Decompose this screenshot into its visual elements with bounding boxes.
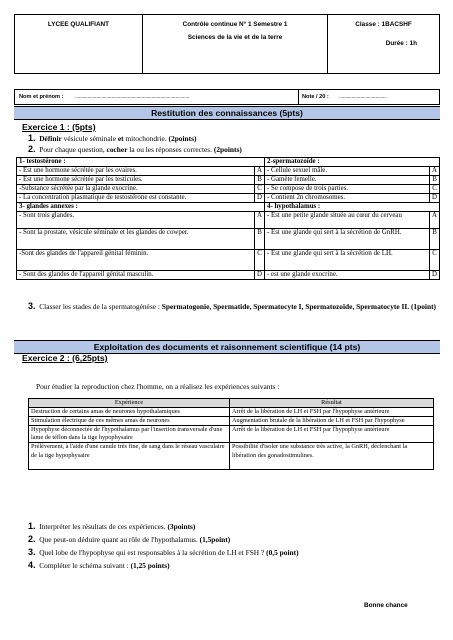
school-name: LYCEE QUALIFIANT [47,21,110,28]
table-row [29,408,434,417]
option-checkbox[interactable]: D [255,271,265,280]
option-text: - Cellule sexuel mâle. [265,167,430,176]
table-row [17,212,440,229]
experience-cell: Hypophyse déconnectée de l'hypothalamus par l'insertion transversale d'une lame de téflon dans la tige hypophysaire [29,426,230,443]
question-3: 3. Classer les stades de la spermatogénèse : Spermatogonie, Spermatide, Spermatocyte I, Spermatozoïde, Spermatocyte II. (1point) [28,301,436,311]
exercise2-questions [28,520,299,572]
option-text: - Est une hormone sécrétée par les testicules. [17,176,255,185]
group2-title: 2-spermatozoïde : [265,158,440,167]
option-text: - Est une glande qui sert à la sécrétion de GnRH. [265,229,430,250]
option-checkbox[interactable]: B [255,176,265,185]
result-cell: Augmentation brutale de la libération de LH et FSH par l'hypophyse [230,417,434,426]
table-row [17,271,440,280]
option-checkbox[interactable]: B [430,176,440,185]
option-checkbox[interactable]: C [255,185,265,194]
exercise2-question-4: 4. Compléter le schéma suivant : (1,25 points) [28,560,170,570]
option-checkbox[interactable]: C [255,250,265,271]
mcq-table [16,157,440,280]
experience-cell: Destruction de certains amas de neurones hypothalamiques [29,408,230,417]
table-row [17,185,440,194]
question-2: 2. Pour chaque question, cocher la ou les réponses correctes. (2points) [28,144,242,154]
option-text: - Sont des glandes de l'appareil génital masculin. [17,271,255,280]
option-text: - La concentration plasmatique de testostérone est constante. [17,194,255,203]
option-text: -Sont des glandes de l'appareil génital féminin. [17,250,255,271]
option-checkbox[interactable]: A [430,167,440,176]
option-text: - Gamète femelle. [265,176,430,185]
option-checkbox[interactable]: B [255,229,265,250]
col-experience: Expérience [29,399,230,408]
result-cell: Arrêt de la libération de LH et FSH par l'hypophyse antérieure [230,426,434,443]
result-cell: Possibilité d'isoler une substance très active, la GnRH, déclenchant la libération des gonadostimulines. [230,443,434,470]
option-checkbox[interactable]: A [430,212,440,229]
exercise2-question-3: 3. Quel lobe de l'hypophyse qui est responsables à la sécrétion de LH et FSH ? (0,5 point) [28,547,299,557]
option-text: - Est une glande qui sert à la sécrétion de LH. [265,250,430,271]
option-checkbox[interactable]: A [255,212,265,229]
option-text: - Est une petite glande située au cœur du cerveau [265,212,430,229]
exercise2-question-2: 2. Que peut-on déduire quant au rôle de l'hypothalamus. (1,5point) [28,534,231,544]
table-row [17,176,440,185]
group1-title: 1- testostérone : [17,158,265,167]
option-checkbox[interactable]: D [430,271,440,280]
note-label: Note / 20 : [302,94,329,100]
option-text: - Contient 2n chromosomes. [265,194,430,203]
exercise2-title: Exercice 2 : (6,25pts) [22,353,108,363]
table-row [17,194,440,203]
table-row [17,167,440,176]
name-label: Nom et prénom : [19,94,64,100]
result-cell: Arrêt de la libération de LH et FSH par l'hypophyse antérieure [230,408,434,417]
option-text: - Est une hormone sécrétée par les ovaires. [17,167,255,176]
option-checkbox[interactable]: D [430,194,440,203]
col-resultat: Résultat [230,399,434,408]
option-text: - Sont trois glandes. [17,212,255,229]
duration-label: Durée : 1h [385,40,417,47]
footer-message: Bonne chance [364,602,408,609]
exam-title: Contrôle continue N° 1 Semestre 1 [182,21,288,28]
option-checkbox[interactable]: A [255,167,265,176]
class-label: Classe : 1BACSHF [355,21,412,28]
student-info-row [14,89,440,105]
option-checkbox[interactable]: D [255,194,265,203]
exercise2-question-1: 1. Interpréter les résultats de ces expériences. (3points) [28,521,196,531]
question-1: 1. Définir vésicule séminale et mitochondrie. (2points) [28,133,197,143]
option-text: -Substance sécrétée par la glande exocrine. [17,185,255,194]
exercise1-title: Exercice 1 : (5pts) [22,122,96,132]
option-text: - est une glande exocrine. [265,271,430,280]
option-checkbox[interactable]: B [430,229,440,250]
group4-title: 4- hypothalamus : [265,203,440,212]
option-text: - Sont la prostate, vésicule séminale et les glandes de cowper. [17,229,255,250]
table-row [29,426,434,443]
group3-title: 3- glandes annexes : [17,203,265,212]
exercise2-intro: Pour étudier la reproduction chez l'homme, on a réalisez les expériences suivants : [36,382,280,391]
class-cell [328,15,440,74]
section1-banner: Restitution des connaissances (5pts) [14,106,440,120]
option-checkbox[interactable]: C [430,185,440,194]
school-cell [15,15,143,74]
option-checkbox[interactable]: C [430,250,440,271]
exam-header [14,14,440,74]
option-text: - Se compose de trois parties. [265,185,430,194]
section2-banner: Exploitation des documents et raisonnement scientifique (14 pts) [14,340,440,354]
table-row [29,443,434,470]
experience-cell: Prélèvement, à l'aide d'une canule très fine, de sang dans le réseau vasculaire de la tige hypophysaire [29,443,230,470]
table-row [17,229,440,250]
table-row [29,417,434,426]
name-field[interactable]: ........................................................................................... [75,94,190,100]
note-field[interactable]: ...................................... [339,94,387,100]
experience-cell: Stimulation électrique de ces mêmes amas de neurones [29,417,230,426]
exam-cell [143,15,328,74]
exam-subject: Sciences de la vie et de la terre [187,34,283,41]
experiments-table [28,398,434,470]
table-row [17,250,440,271]
